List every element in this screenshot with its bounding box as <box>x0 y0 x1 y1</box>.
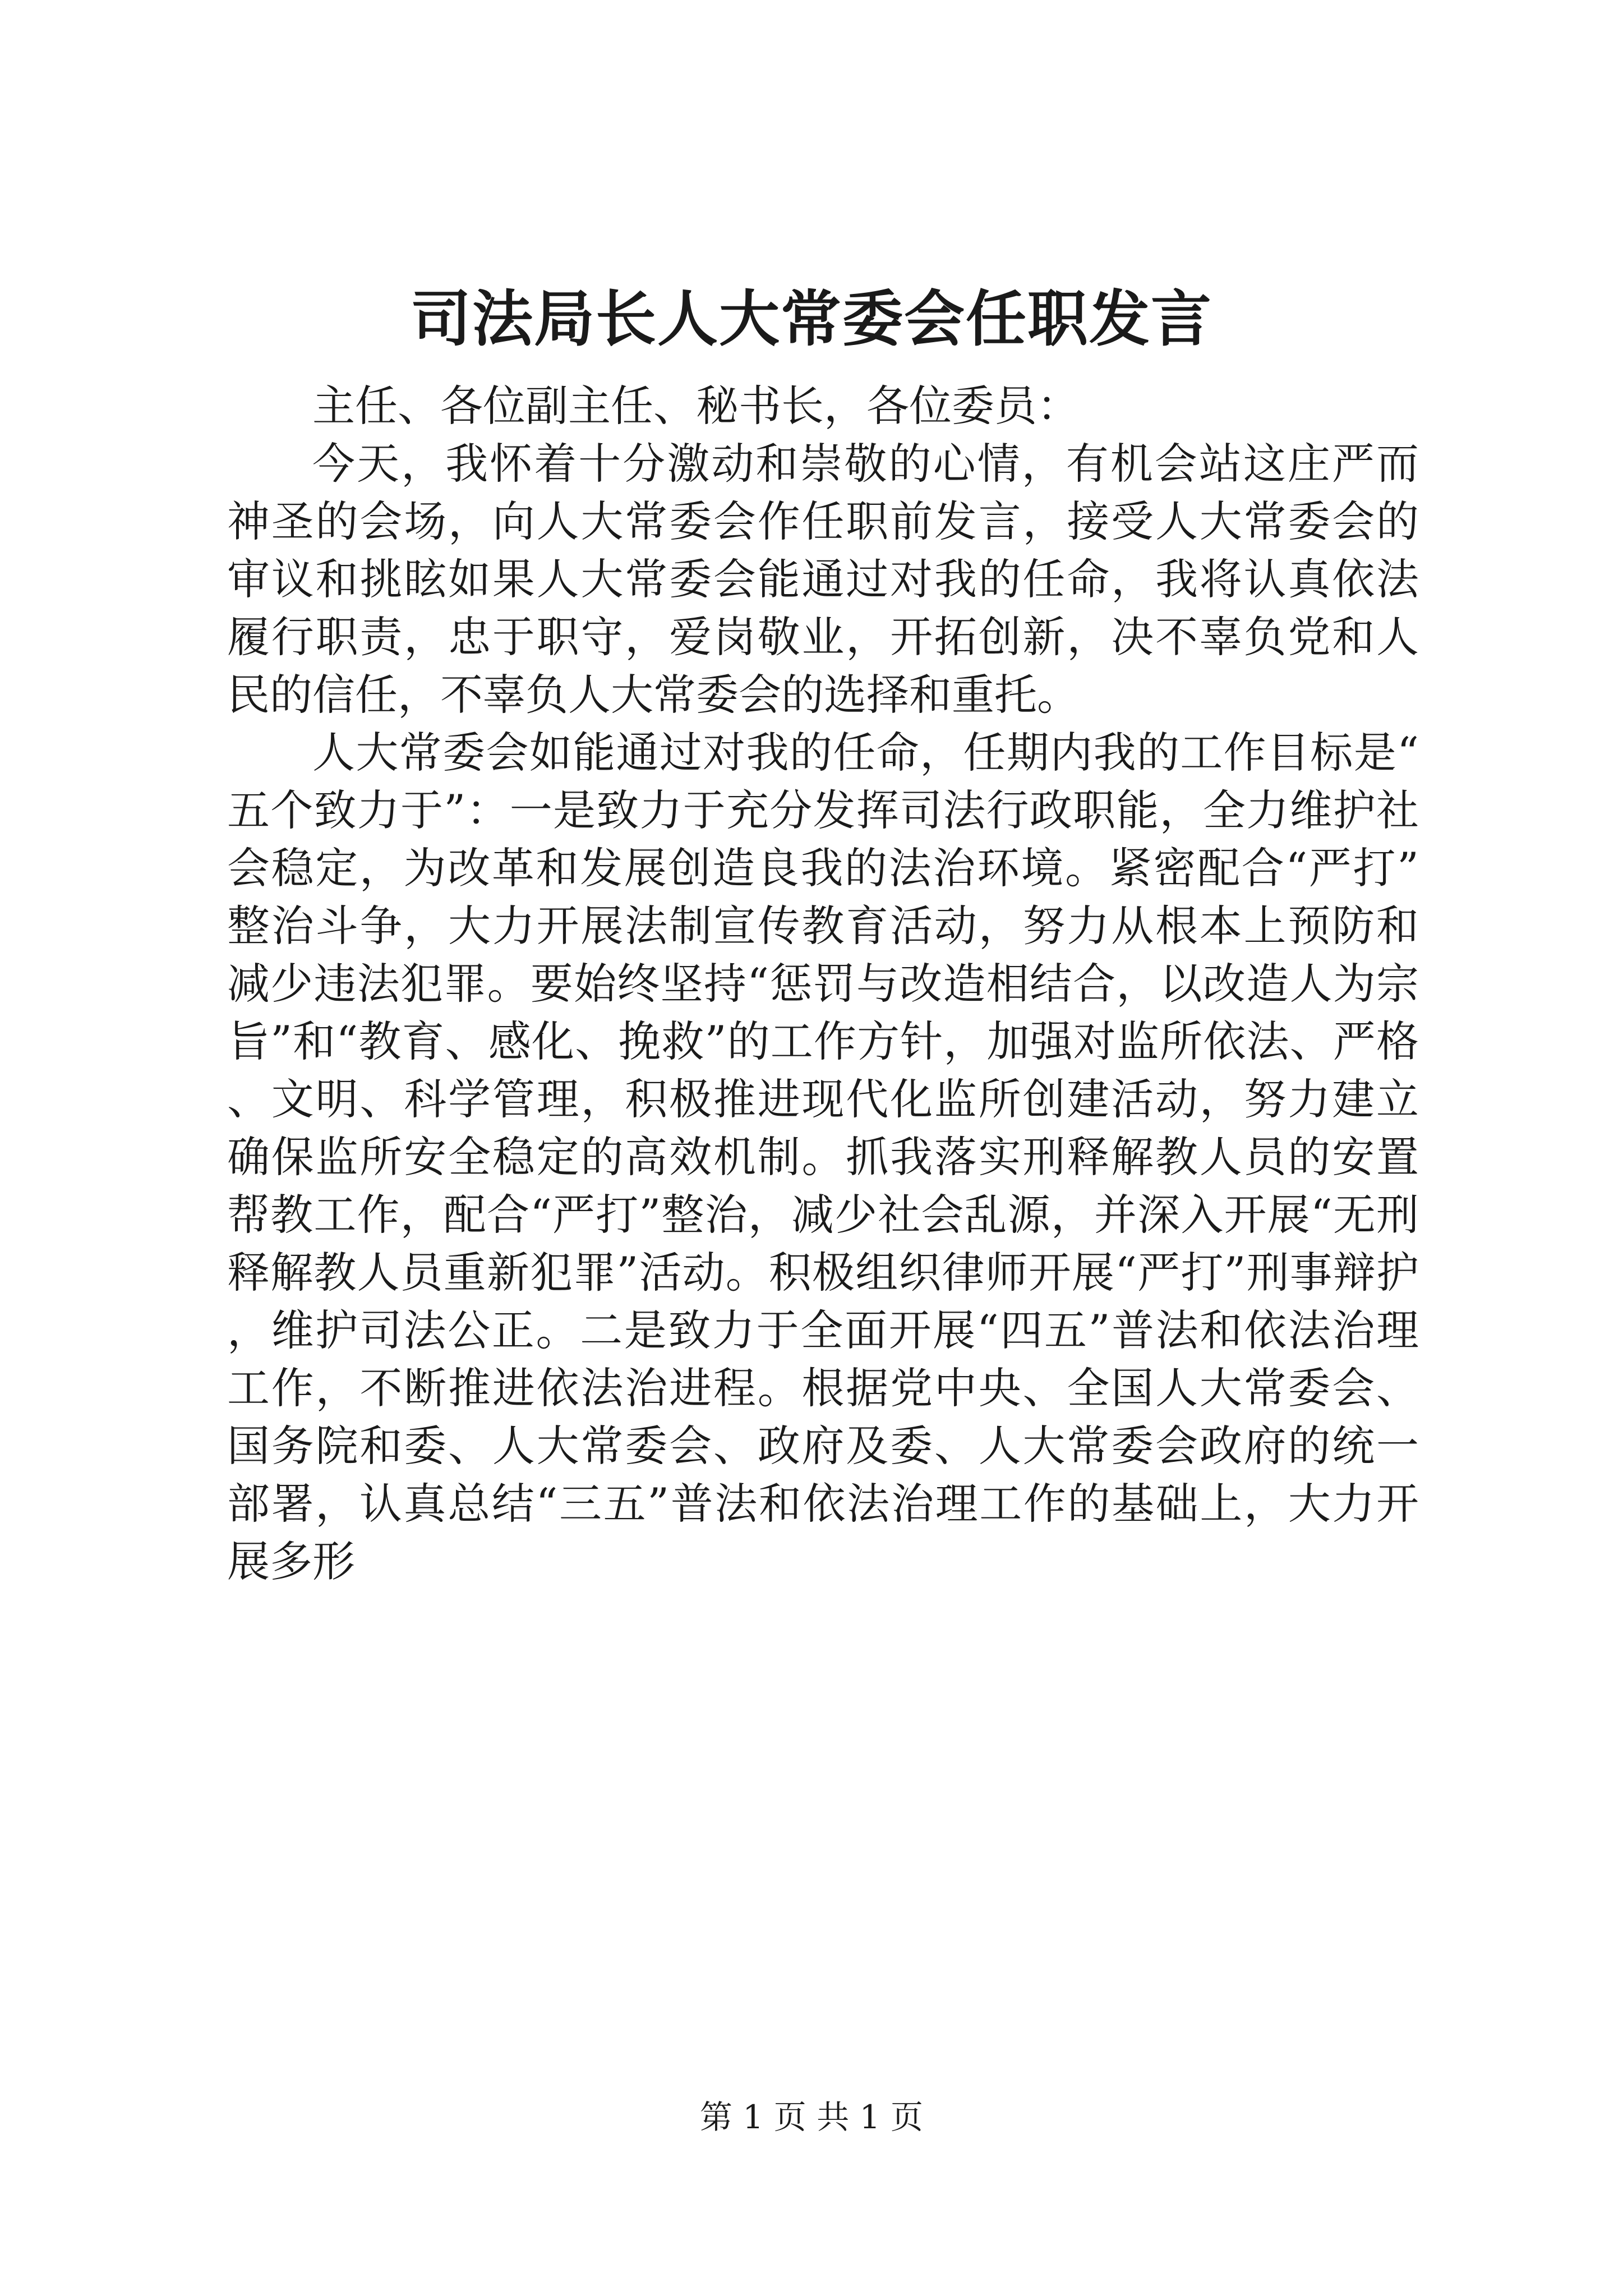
body-paragraph: 人大常委会如能通过对我的任命，任期内我的工作目标是“五个致力于”：一是致力于充分发挥司法行政职能，全力维护社会稳定，为改革和发展创造良我的法治环境。紧密配合“严打”整治斗争，大力开展法制宣传教育活动，努力从根本上预防和减少违法犯罪。要始终坚持“惩罚与改造相结合，以改造人为宗旨”和“教育、感化、挽救”的工作方针，加强对监所依法、严格、文明、科学管理，积极推进现代化监所创建活动，努力建立确保监所安全稳定的高效机制。抓我落实刑释解教人员的安置帮教工作，配合“严打”整治，减少社会乱源，并深入开展“无刑释解教人员重新犯罪”活动。积极组织律师开展“严打”刑事辩护，维护司法公正。二是致力于全面开展“四五”普法和依法治理工作，不断推进依法治进程。根据党中央、全国人大常委会、国务院和委、人大常委会、政府及委、人大常委会政府的统一部署，认真总结“三五”普法和依法治理工作的基础上，大力开展多形 <box>227 728 1419 1586</box>
page-number: 第 1 页 共 1 页 <box>700 2098 923 2136</box>
page-footer <box>0 2098 1623 2137</box>
salutation-paragraph: 主任、各位副主任、秘书长，各位委员： <box>312 381 1080 431</box>
document-title: 司法局长人大常委会任职发言 <box>410 284 1212 355</box>
body-paragraph: 今天，我怀着十分激动和崇敬的心情，有机会站这庄严而神圣的会场，向人大常委会作任职前发言，接受人大常委会的审议和挑眩如果人大常委会能通过对我的任命，我将认真依法履行职责，忠于职守，爱岗敬业，开拓创新，决不辜负党和人民的信任，不辜负人大常委会的选择和重托。 <box>227 439 1419 720</box>
document-body <box>227 377 1419 1590</box>
